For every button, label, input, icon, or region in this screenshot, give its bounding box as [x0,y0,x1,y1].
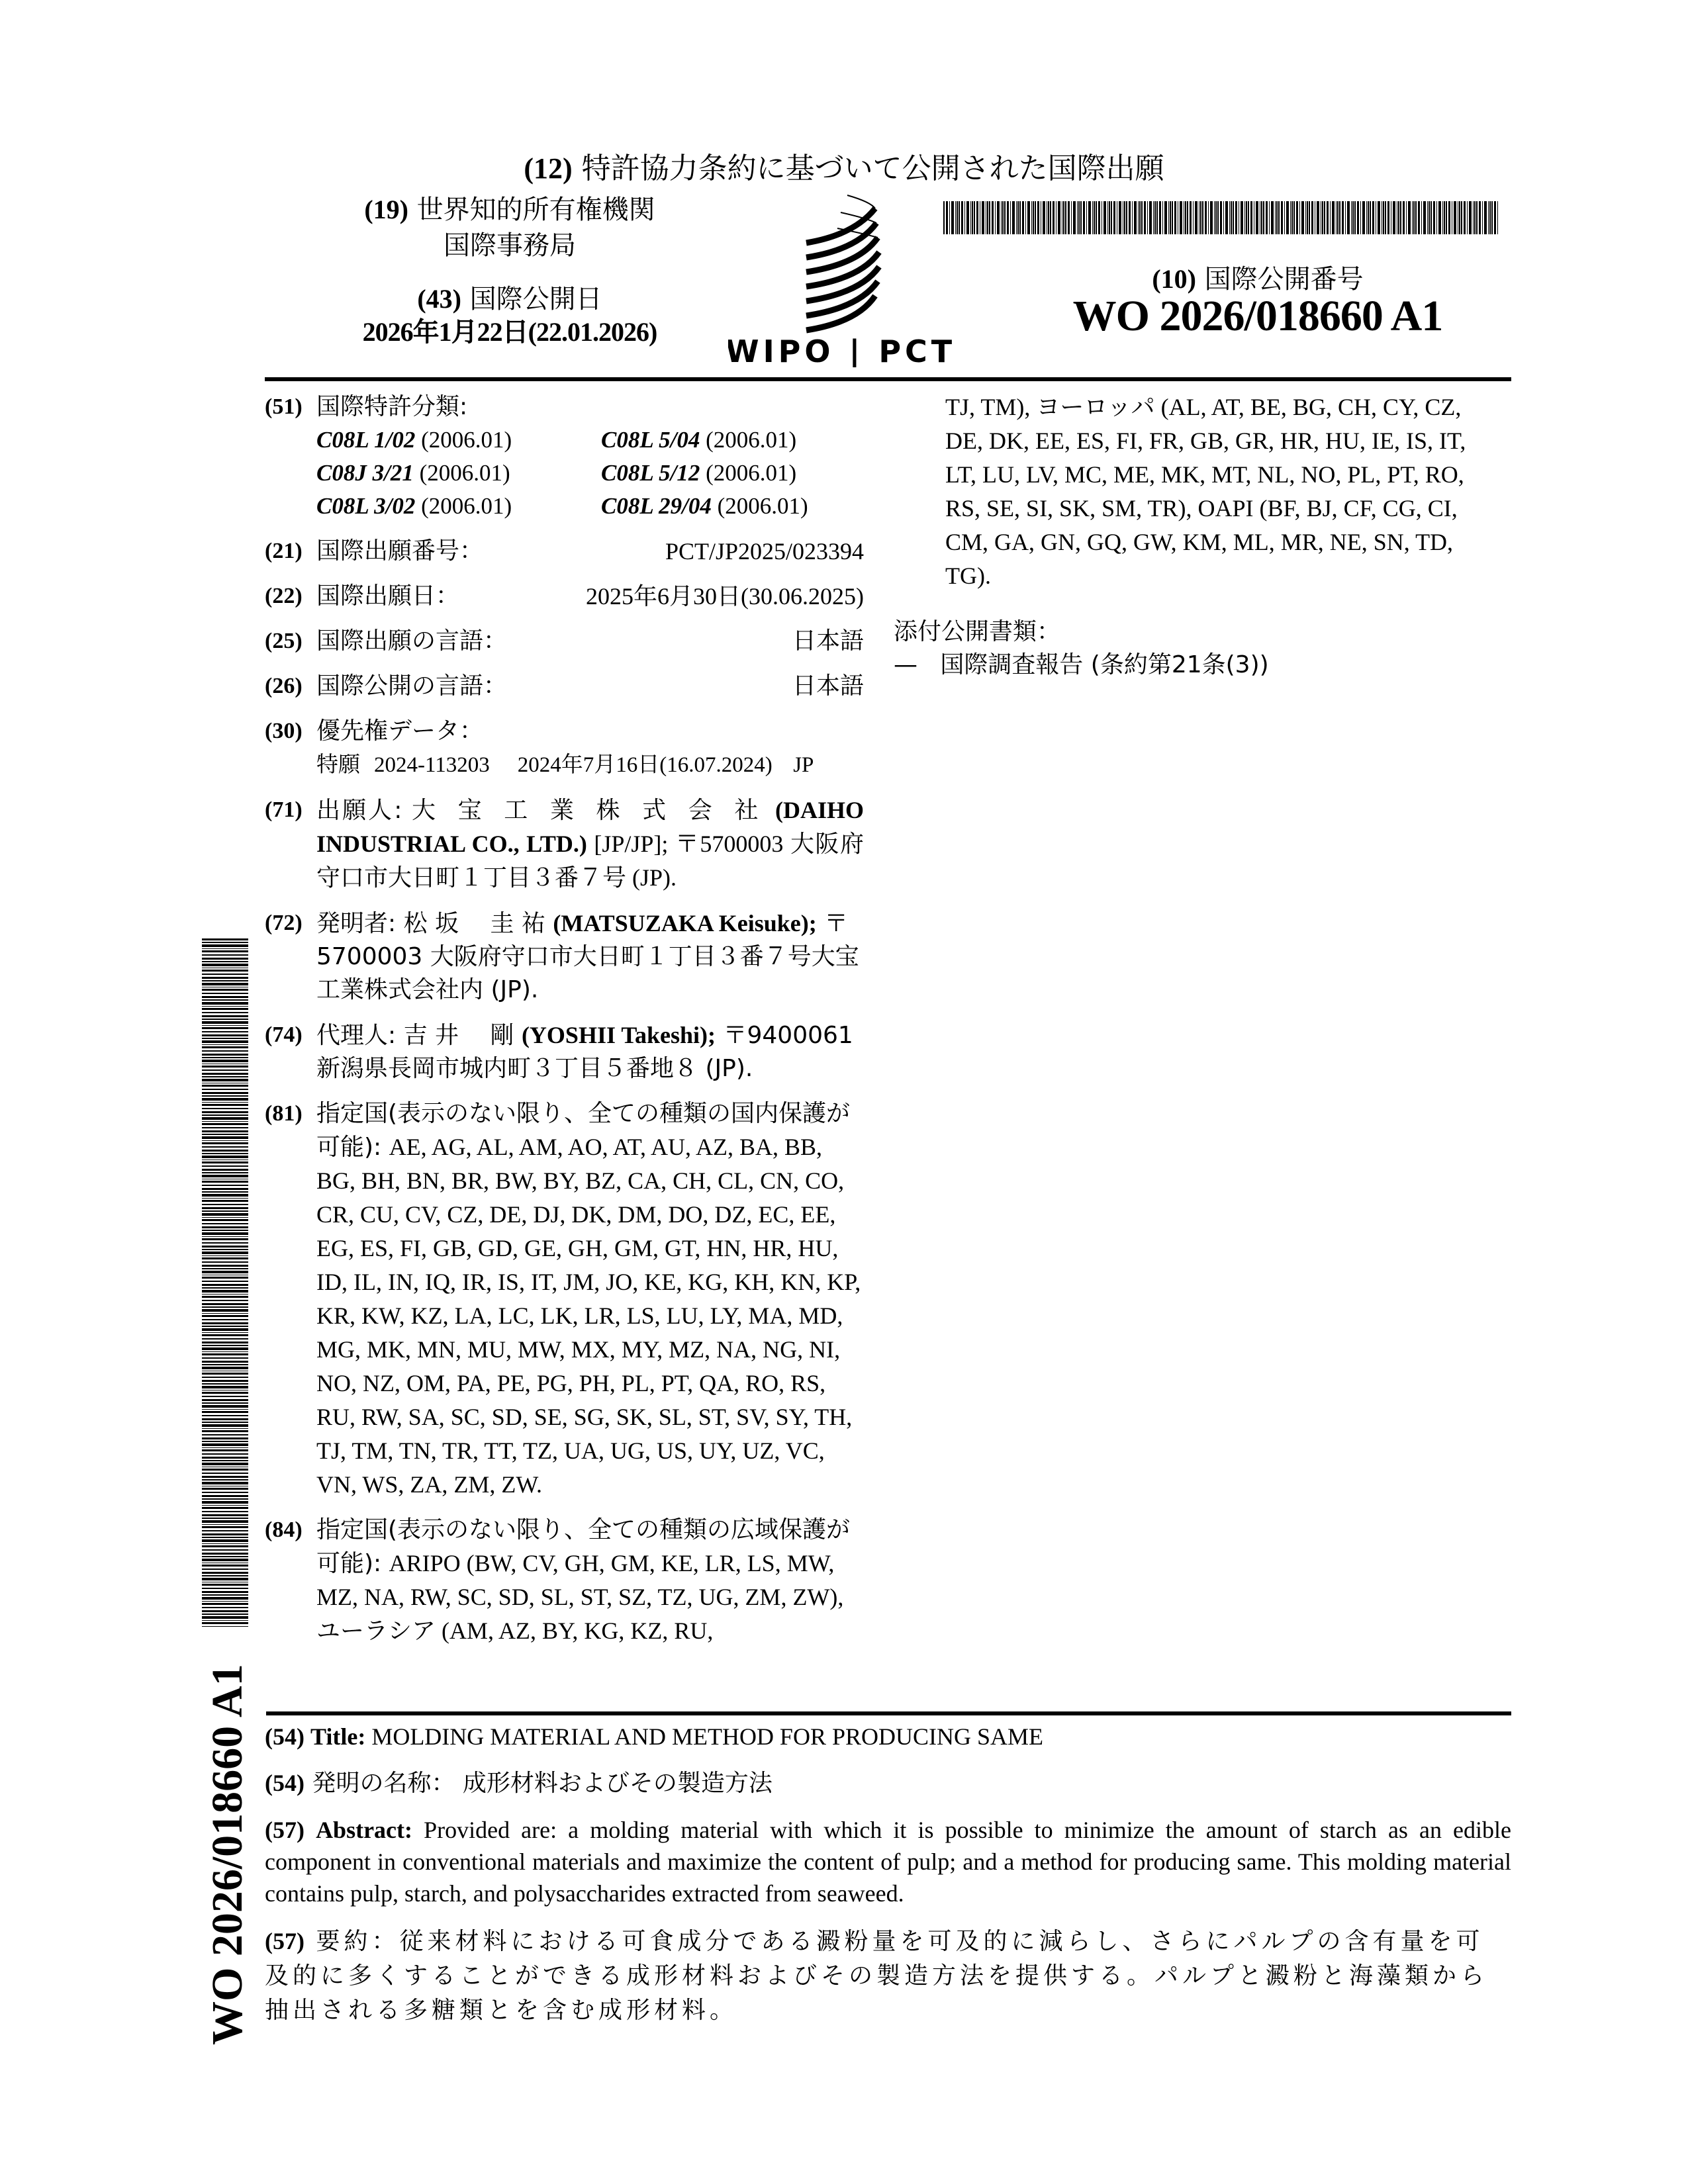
field-agent [265,1019,864,1085]
title-value: 成形材料およびその製造方法 [462,1770,773,1797]
inid-code: (57) [265,1928,305,1954]
field-ipc [265,390,864,523]
field-label: 国際出願番号： [316,537,484,565]
country-codes: AE, AG, AL, AM, AO, AT, AU, AZ, BA, BB, BG, BH, BN, BR, BW, BY, BZ, CA, CH, CL, CN, CO, CR, CU, CV, CZ, DE, DJ, DK, DM, DO, DZ, EC, EE, EG, ES, FI, GB, GD, GE, GH, GM, GT, HN, HR, HU, ID, IL, IN, IQ, IR, IS, IT, JM, JO, KE, KG, KH, KN, KP, KR, KW, KZ, LA, LC, LK, LR, LS, LU, LY, MA, MD, MG, MK, MN, MU, MW, MX, MY, MZ, NA, NG, NI, NO, NZ, OM, PA, PE, PG, PH, PL, PT, QA, RO, RS, RU, RW, SA, SC, SD, SE, SG, SK, SL, ST, SV, SY, TH, TJ, TM, TN, TR, TT, TZ, UA, UG, US, UY, UZ, VC, VN, WS, ZA, ZM, ZW. [316,1134,861,1498]
field-label: 代理人: [316,1022,397,1049]
field-label: 国際特許分類: [316,393,468,420]
inid-code: (30) [265,719,303,743]
inid-code: (43) [417,284,461,314]
field-label: 国際出願の言語： [316,627,508,655]
inid-code: (57) [265,1817,305,1843]
agent-address: 〒9400061 新潟県長岡市城内町３丁目５番地８ (JP). [316,1022,853,1082]
field-value: 2025年6月30日(30.06.2025) [586,583,864,610]
attachment-text: 国際調査報告 (条約第21条(3)) [940,651,1269,678]
ipc-item: C08L 5/12 (2006.01) [601,460,797,486]
inid-code: (19) [364,195,408,224]
priority-row: 特願 2024-113203 2024年7月16日(16.07.2024) JP [316,751,814,777]
field-label: Abstract: [316,1817,413,1843]
label: 国際公開番号 [1204,264,1364,295]
inid-code: (51) [265,394,303,419]
applicant-name-en: (DAIHO INDUSTRIAL CO., LTD.) [316,797,864,857]
field-label: Title: [310,1723,366,1750]
field-applicant [265,794,864,895]
agent-name-jp: 吉 井 剛 [403,1022,514,1049]
inid-code: (21) [265,539,303,563]
field-priority-data [265,715,864,782]
field-application-number [265,535,864,568]
field-label: 国際公開の言語： [316,672,508,700]
field-publication-language [265,670,864,703]
ipc-item: C08J 3/21 (2006.01) [316,460,510,486]
dash-bullet: — [894,651,917,678]
barcode-horizontal [943,201,1499,234]
divider-bottom [266,1711,1511,1715]
document-type-heading [0,144,1688,187]
field-label: 発明の名称： [312,1770,455,1797]
attachments-label: 添付公開書類： [894,618,1061,645]
applicant-address: [JP/JP]; 〒5700003 大阪府守口市大日町１丁目３番７号 (JP). [316,831,865,891]
attachment-item [894,649,1503,682]
publication-number-rotated: WO 2026/018660 A1 [203,1664,252,2045]
inventor-name-en: (MATSUZAKA Keisuke); [553,910,817,936]
inventor-address: 〒5700003 大阪府守口市大日町１丁目３番７号大宝工業株式会社内 (JP). [316,910,859,1003]
field-inventor [265,907,864,1007]
publication-number-label [1112,258,1403,296]
inventor-name-jp: 松 坂 圭 祐 [403,910,545,937]
field-designated-states-regional [265,1514,864,1648]
inid-code: (22) [265,584,303,608]
country-codes: TJ, TM), ヨーロッパ (AL, AT, BE, BG, CH, CY, CZ, DE, DK, EE, ES, FI, FR, GB, GR, HR, HU, IE, IS, IT, LT, LU, LV, MC, ME, MK, MT, NL, NO, PL, PT, RO, RS, SE, SI, SK, SM, TR), OAPI (BF, BJ, CF, CG, CI, CM, GA, GN, GQ, GW, KM, ML, MR, NE, SN, TD, TG). [945,394,1466,589]
field-filing-language [265,625,864,658]
ipc-list [316,424,864,523]
field-value: 日本語 [792,672,864,700]
inid-code: (71) [265,797,303,822]
inid-code: (74) [265,1023,303,1047]
abstract-jp [265,1924,1511,2028]
bibliographic-right-column [894,390,1503,682]
ipc-item: C08L 1/02 (2006.01) [316,427,512,453]
field-label: 出願人: [316,797,402,824]
barcode-vertical [202,938,248,1627]
divider-top [265,377,1511,381]
inid-code: (26) [265,674,303,698]
label: 国際公開日 [469,284,602,314]
title-abstract-section [265,1721,1511,2042]
wipo-pct-logo [728,189,953,367]
wipo-globe-icon [728,189,953,367]
publication-number: WO 2026/018660 A1 [1072,292,1443,340]
inid-code: (84) [265,1518,303,1542]
title-value: MOLDING MATERIAL AND METHOD FOR PRODUCING SAME [371,1723,1044,1750]
publication-date: 2026年1月22日(22.01.2026) [362,317,657,347]
office-name: 世界知的所有権機関 [416,195,655,225]
office-subname: 国際事務局 [444,230,576,261]
agent-name-en: (YOSHII Takeshi); [521,1022,716,1048]
issuing-office [344,192,675,263]
field-label: 指定国(表示のない限り、全ての種類の広域保護が可能): [316,1516,851,1577]
bibliographic-left-column [265,390,864,1660]
inid-code: (72) [265,911,303,935]
logo-text: WIPO | PCT [728,334,953,367]
publication-date-label [344,278,675,316]
ipc-item: C08L 5/04 (2006.01) [601,427,797,453]
inid-code: (54) [265,1770,305,1796]
abstract-text: 従来材料における可食成分である澱粉量を可及的に減らし、さらにパルプの含有量を可及的に多くすることができる成形材料およびその製造方法を提供する。パルプと澱粉と海藻類から抽出される多糖類とを含む成形材料。 [265,1928,1489,2024]
title-jp [265,1767,1511,1799]
field-value: PCT/JP2025/023394 [665,538,864,565]
inid-code: (12) [524,152,573,185]
ipc-item: C08L 29/04 (2006.01) [601,493,808,519]
inid-code: (81) [265,1101,303,1126]
field-label: 発明者: [316,910,397,937]
abstract-text: Provided are: a molding material with which it is possible to minimize the amount of starch as an edible component in conventional materials and maximize the content of pulp; and a method for producing same. This molding material contains pulp, starch, and polysaccharides extracted from seaweed. [265,1817,1512,1907]
field-value: 日本語 [792,627,864,655]
inid-code: (25) [265,629,303,653]
applicant-name-jp: 大 宝 工 業 株 式 会 社 [411,797,766,824]
document-type: 特許協力条約に基づいて公開された国際出願 [581,152,1164,185]
field-designated-states-national [265,1097,864,1502]
field-label: 優先権データ： [316,717,484,745]
inid-code: (10) [1152,264,1196,294]
field-label: 指定国(表示のない限り、全ての種類の国内保護が可能): [316,1100,851,1161]
designated-states-continued [894,390,1503,593]
inid-code: (54) [265,1723,305,1750]
ipc-item: C08L 3/02 (2006.01) [316,493,512,519]
field-label: 要約： [316,1928,400,1955]
title-en [265,1721,1511,1752]
country-codes: ARIPO (BW, CV, GH, GM, KE, LR, LS, MW, MZ, NA, RW, SC, SD, SL, ST, SZ, TZ, UG, ZM, ZW), ユーラシア (AM, AZ, BY, KG, KZ, RU, [316,1550,844,1644]
abstract-en [265,1814,1511,1909]
field-filing-date [265,580,864,613]
field-label: 国際出願日： [316,582,460,610]
